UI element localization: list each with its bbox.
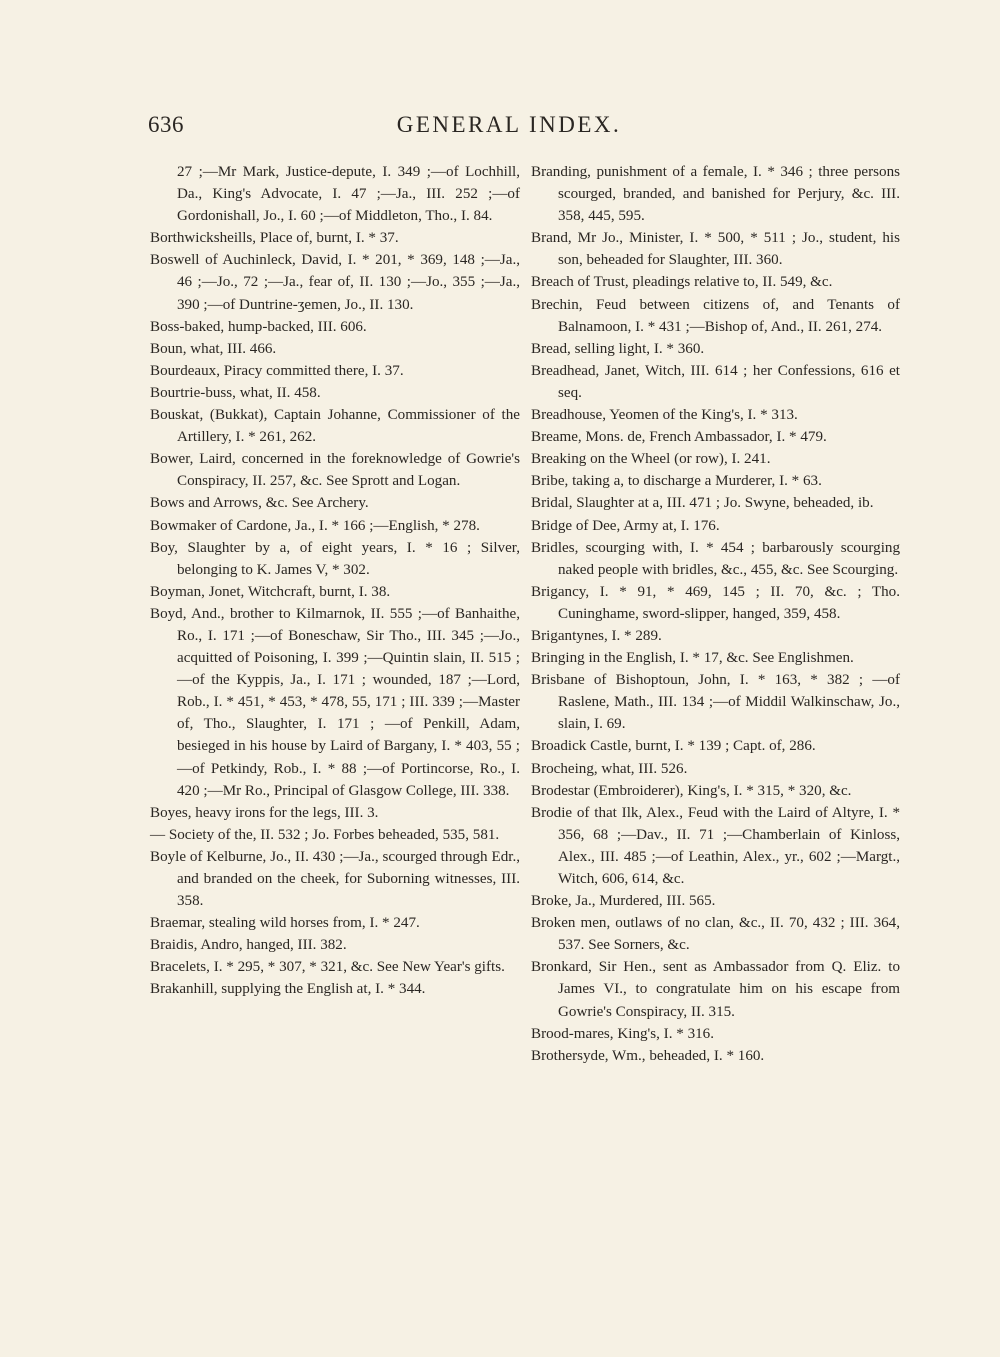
index-entry: Boun, what, III. 466. bbox=[150, 340, 277, 357]
index-entry: 27 ;—Mr Mark, Justice-depute, I. 349 ;—of Lochhill, Da., King's Advocate, I. 47 ;—Ja., III. 252 ;—of Gordonishall, Jo., I. 60 ;—of Middleton, Tho., I. 84. bbox=[177, 164, 520, 225]
index-entry: Brodie of that Ilk, Alex., Feud with the Laird of Altyre, I. * 356, 68 ;—Dav., II. 71 ;—Chamberlain of Kinloss, Alex., III. 485 ;—of Leathin, Alex., yr., 602 ;—Margt., Witch, 606, 614, &c. bbox=[531, 804, 900, 887]
index-entry: Breach of Trust, pleadings relative to, II. 549, &c. bbox=[531, 274, 833, 291]
index-entry: Bribe, taking a, to discharge a Murderer, I. * 63. bbox=[531, 473, 822, 490]
running-title: GENERAL INDEX. bbox=[396, 112, 622, 137]
index-entry: Brodestar (Embroiderer), King's, I. * 315, * 320, &c. bbox=[531, 782, 852, 799]
index-entry: Brechin, Feud between citizens of, and Tenants of Balnamoon, I. * 431 ;—Bishop of, And., II. 261, 274. bbox=[531, 296, 900, 335]
index-column-right bbox=[531, 161, 900, 1067]
index-entry: Breaking on the Wheel (or row), I. 241. bbox=[531, 451, 771, 468]
index-entry: Brocheing, what, III. 526. bbox=[531, 760, 688, 777]
index-entry: Bourdeaux, Piracy committed there, I. 37. bbox=[150, 362, 404, 379]
index-entry: Brand, Mr Jo., Minister, I. * 500, * 511 ; Jo., student, his son, beheaded for Slaughter, III. 360. bbox=[531, 230, 900, 269]
index-entry: Bowmaker of Cardone, Ja., I. * 166 ;—English, * 278. bbox=[150, 517, 480, 534]
index-entry: Borthwicksheills, Place of, burnt, I. * 37. bbox=[150, 230, 399, 247]
index-entry: Bronkard, Sir Hen., sent as Ambassador from Q. Eliz. to James VI., to congratulate him on his escape from Gowrie's Conspiracy, II. 315. bbox=[531, 959, 900, 1020]
index-entry: Bridge of Dee, Army at, I. 176. bbox=[531, 517, 720, 534]
index-entry: Boyle of Kelburne, Jo., II. 430 ;—Ja., scourged through Edr., and branded on the cheek, for Suborning witnesses, III. 358. bbox=[150, 848, 520, 910]
index-entry: Broken men, outlaws of no clan, &c., II. 70, 432 ; III. 364, 537. See Sorners, &c. bbox=[531, 915, 900, 954]
index-entry: Braemar, stealing wild horses from, I. * 247. bbox=[150, 915, 420, 932]
index-entry: Braidis, Andro, hanged, III. 382. bbox=[150, 937, 347, 954]
index-entry: Brigancy, I. * 91, * 469, 145 ; II. 70, &c. ; Tho. Cuninghame, sword-slipper, hanged, 359, 458. bbox=[531, 583, 900, 622]
page-number: 636 bbox=[148, 112, 184, 137]
index-entry: Brothersyde, Wm., beheaded, I. * 160. bbox=[531, 1047, 765, 1064]
index-entry: Broke, Ja., Murdered, III. 565. bbox=[531, 893, 716, 910]
index-entry: Brisbane of Bishoptoun, John, I. * 163, * 382 ; —of Raslene, Math., III. 134 ;—of Middil Walkinschaw, Jo., slain, I. 69. bbox=[531, 672, 900, 733]
index-entry: Bows and Arrows, &c. See Archery. bbox=[150, 495, 369, 512]
index-entry: Bracelets, I. * 295, * 307, * 321, &c. See New Year's gifts. bbox=[150, 959, 505, 976]
index-entry: Bower, Laird, concerned in the foreknowledge of Gowrie's Conspiracy, II. 257, &c. See Sprott and Logan. bbox=[150, 451, 520, 490]
index-entry: Boss-baked, hump-backed, III. 606. bbox=[150, 318, 367, 335]
index-column-left bbox=[150, 161, 520, 1001]
index-entry: Boyman, Jonet, Witchcraft, burnt, I. 38. bbox=[150, 583, 391, 600]
index-entry: Boyes, heavy irons for the legs, III. 3. bbox=[150, 804, 379, 821]
index-entry: Bridles, scourging with, I. * 454 ; barbarously scourging naked people with bridles, &c., 455, &c. See Scourging. bbox=[531, 539, 900, 578]
index-entry: Boy, Slaughter by a, of eight years, I. * 16 ; Silver, belonging to K. James V, * 302. bbox=[150, 539, 520, 578]
index-entry: Breadhead, Janet, Witch, III. 614 ; her Confessions, 616 et seq. bbox=[531, 362, 900, 401]
index-entry: Brigantynes, I. * 289. bbox=[531, 627, 662, 644]
index-entry: Boyd, And., brother to Kilmarnok, II. 555 ;—of Banhaithe, Ro., I. 171 ;—of Boneschaw, Sir Tho., III. 345 ;—Jo., acquitted of Poisoning, I. 399 ;—Quintin slain, II. 515 ;—of the Kyppis, Ja., I. 171 ; wounded, 187 ;—Lord, Rob., I. * 451, * 453, * 478, 55, 171 ; III. 339 ;—Master of, Tho., Slaughter, I. 171 ; —of Penkill, Adam, besieged in his house by Laird of Bargany, I. * 403, 55 ;—of Petkindy, Rob., I. * 88 ;—of Portincorse, Ro., I. 420 ;—Mr Ro., Principal of Glasgow College, III. 338. bbox=[150, 605, 520, 799]
page-header bbox=[148, 112, 870, 148]
index-entry: Breame, Mons. de, French Ambassador, I. * 479. bbox=[531, 429, 827, 446]
index-entry: Bridal, Slaughter at a, III. 471 ; Jo. Swyne, beheaded, ib. bbox=[531, 495, 874, 512]
index-entry: Boswell of Auchinleck, David, I. * 201, * 369, 148 ;—Ja., 46 ;—Jo., 72 ;—Ja., fear of, II. 130 ;—Jo., 355 ;—Ja., 390 ;—of Duntrine-ʒemen, Jo., II. 130. bbox=[150, 252, 520, 313]
index-entry: Brakanhill, supplying the English at, I. * 344. bbox=[150, 981, 426, 998]
index-entry: Bread, selling light, I. * 360. bbox=[531, 340, 705, 357]
index-entry: — Society of the, II. 532 ; Jo. Forbes beheaded, 535, 581. bbox=[150, 826, 500, 843]
index-entry: Bouskat, (Bukkat), Captain Johanne, Commissioner of the Artillery, I. * 261, 262. bbox=[150, 407, 520, 446]
index-entry: Broadick Castle, burnt, I. * 139 ; Capt. of, 286. bbox=[531, 738, 816, 755]
index-entry: Branding, punishment of a female, I. * 346 ; three persons scourged, branded, and banished for Perjury, &c. III. 358, 445, 595. bbox=[531, 164, 900, 225]
index-entry: Bourtrie-buss, what, II. 458. bbox=[150, 384, 321, 401]
index-entry: Bringing in the English, I. * 17, &c. See Englishmen. bbox=[531, 650, 854, 667]
index-entry: Brood-mares, King's, I. * 316. bbox=[531, 1025, 714, 1042]
index-entry: Breadhouse, Yeomen of the King's, I. * 313. bbox=[531, 407, 798, 424]
